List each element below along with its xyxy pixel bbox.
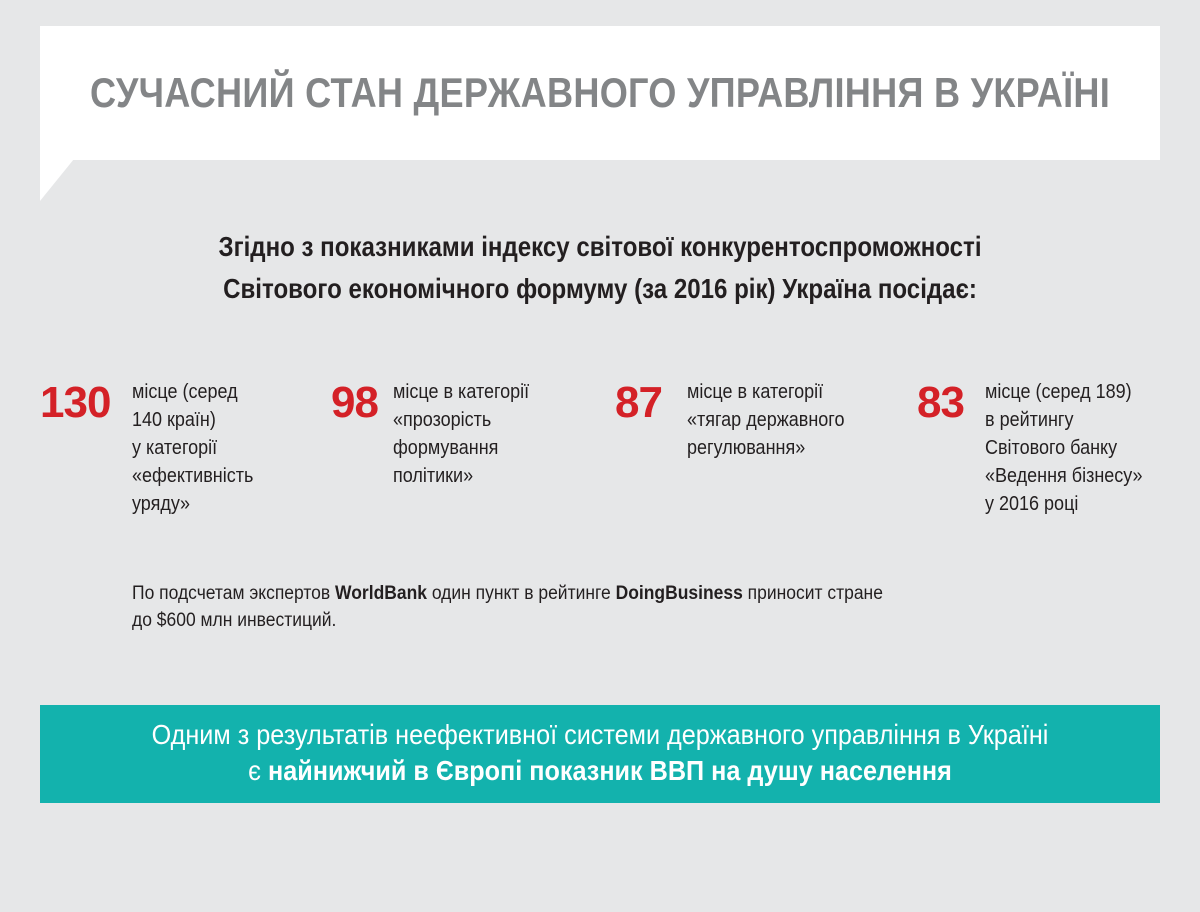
note-text: приносит стране: [742, 583, 883, 604]
stat-description-line: 140 країн): [132, 409, 216, 431]
title-panel-notch: [40, 159, 74, 201]
banner-highlight: найнижчий в Європі показник ВВП на душу населення: [268, 755, 952, 786]
stat-rank-number: 83: [917, 378, 964, 427]
note-text: один пункт в рейтинге: [426, 583, 616, 604]
conclusion-banner: [40, 705, 1160, 803]
stat-description: [985, 378, 1165, 518]
stat-description-line: місце в категорії: [393, 381, 530, 403]
expert-note-line-2: до $600 млн инвестиций.: [132, 610, 337, 631]
stat-rank-number: 130: [40, 378, 111, 427]
stat-rank-number: 87: [615, 378, 662, 427]
page-title: СУЧАСНИЙ СТАН ДЕРЖАВНОГО УПРАВЛІННЯ В УКРАЇНІ: [89, 69, 1111, 116]
stat-description-line: у категорії: [132, 437, 218, 459]
intro-line-2: Світового економічного формуму (за 2016 рік) Україна посідає:: [223, 273, 977, 304]
note-worldbank: WorldBank: [335, 583, 427, 604]
stat-description-line: формування: [393, 437, 499, 459]
stat-description-line: місце (серед: [132, 381, 238, 403]
stat-description: [687, 378, 867, 462]
stat-description-line: «тягар державного: [687, 409, 845, 431]
stat-description: [393, 378, 573, 490]
stat-description-line: місце в категорії: [687, 381, 824, 403]
stat-description-line: уряду»: [132, 493, 191, 515]
stat-description-line: «Ведення бізнесу»: [985, 465, 1143, 487]
stat-description-line: Світового банку: [985, 437, 1118, 459]
banner-prefix: є: [248, 755, 269, 786]
banner-line-2: [96, 753, 1104, 789]
intro-text: [100, 226, 1100, 310]
stat-description-line: політики»: [393, 465, 474, 487]
note-doingbusiness: DoingBusiness: [615, 583, 743, 604]
stat-description-line: місце (серед 189): [985, 381, 1132, 403]
stat-description-line: в рейтингу: [985, 409, 1074, 431]
title-panel: [40, 26, 1160, 160]
banner-line-1: Одним з результатів неефективної системи державного управління в Україні: [151, 719, 1049, 750]
stat-description-line: регулювання»: [687, 437, 806, 459]
stat-description: [132, 378, 312, 518]
stat-description-line: у 2016 році: [985, 493, 1079, 515]
expert-note: [132, 580, 960, 634]
stat-rank-number: 98: [331, 378, 378, 427]
intro-line-1: Згідно з показниками індексу світової конкурентоспроможності: [218, 231, 982, 262]
stat-description-line: «ефективність: [132, 465, 254, 487]
stat-description-line: «прозорість: [393, 409, 492, 431]
note-text: По подсчетам экспертов: [132, 583, 336, 604]
expert-note-line-1: [132, 580, 960, 607]
